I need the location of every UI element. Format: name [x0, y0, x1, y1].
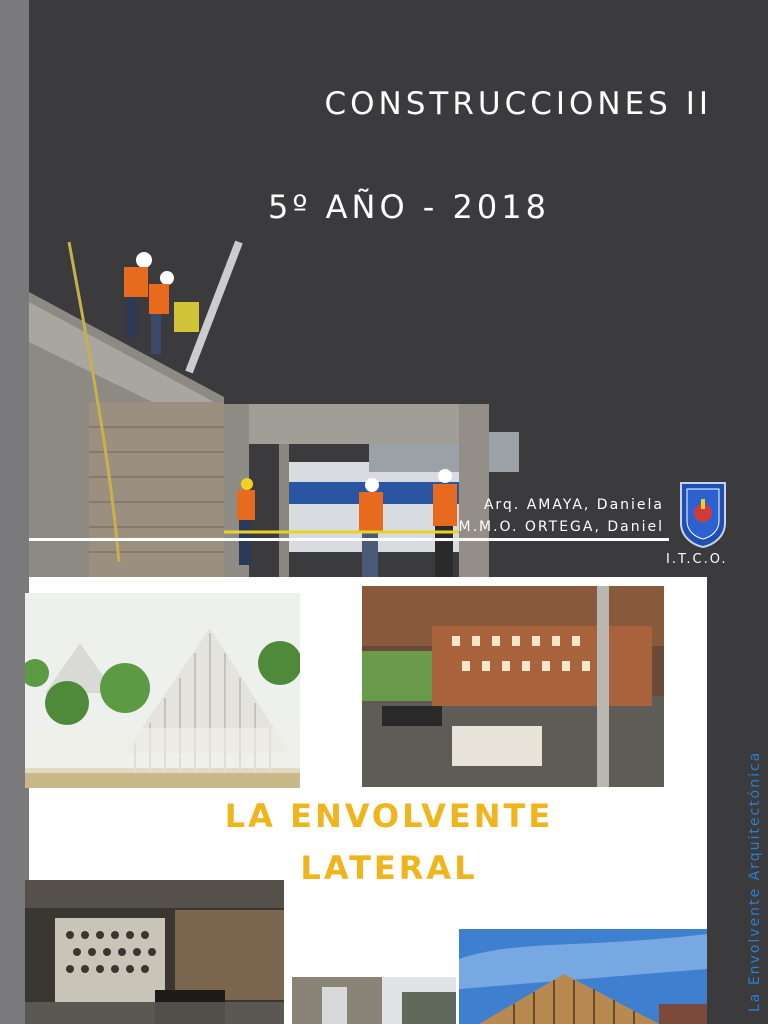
- author-2: M.M.O. ORTEGA, Daniel: [458, 519, 664, 535]
- lattice-screen-interior-photo: [25, 880, 284, 1024]
- side-vertical-title: La Envolvente Arquitectónica: [747, 750, 763, 1012]
- year-subtitle: 5º AÑO - 2018: [268, 188, 550, 226]
- course-title: CONSTRUCCIONES II: [324, 86, 712, 122]
- divider-line: [29, 538, 669, 541]
- school-crest-logo: [679, 479, 727, 549]
- left-gray-strip: [0, 0, 29, 1024]
- author-1: Arq. AMAYA, Daniela: [483, 497, 664, 513]
- stone-facade-photo: [292, 977, 456, 1024]
- main-title: [189, 790, 589, 894]
- wooden-gable-house-photo: [459, 929, 707, 1024]
- brick-interior-photo: [362, 586, 664, 787]
- institution-label: I.T.C.O.: [666, 552, 728, 567]
- authors-block: [459, 494, 665, 538]
- slatted-houses-photo: [25, 593, 300, 788]
- main-title-line-1: LA ENVOLVENTE: [224, 797, 554, 835]
- main-title-line-2: LATERAL: [300, 849, 478, 887]
